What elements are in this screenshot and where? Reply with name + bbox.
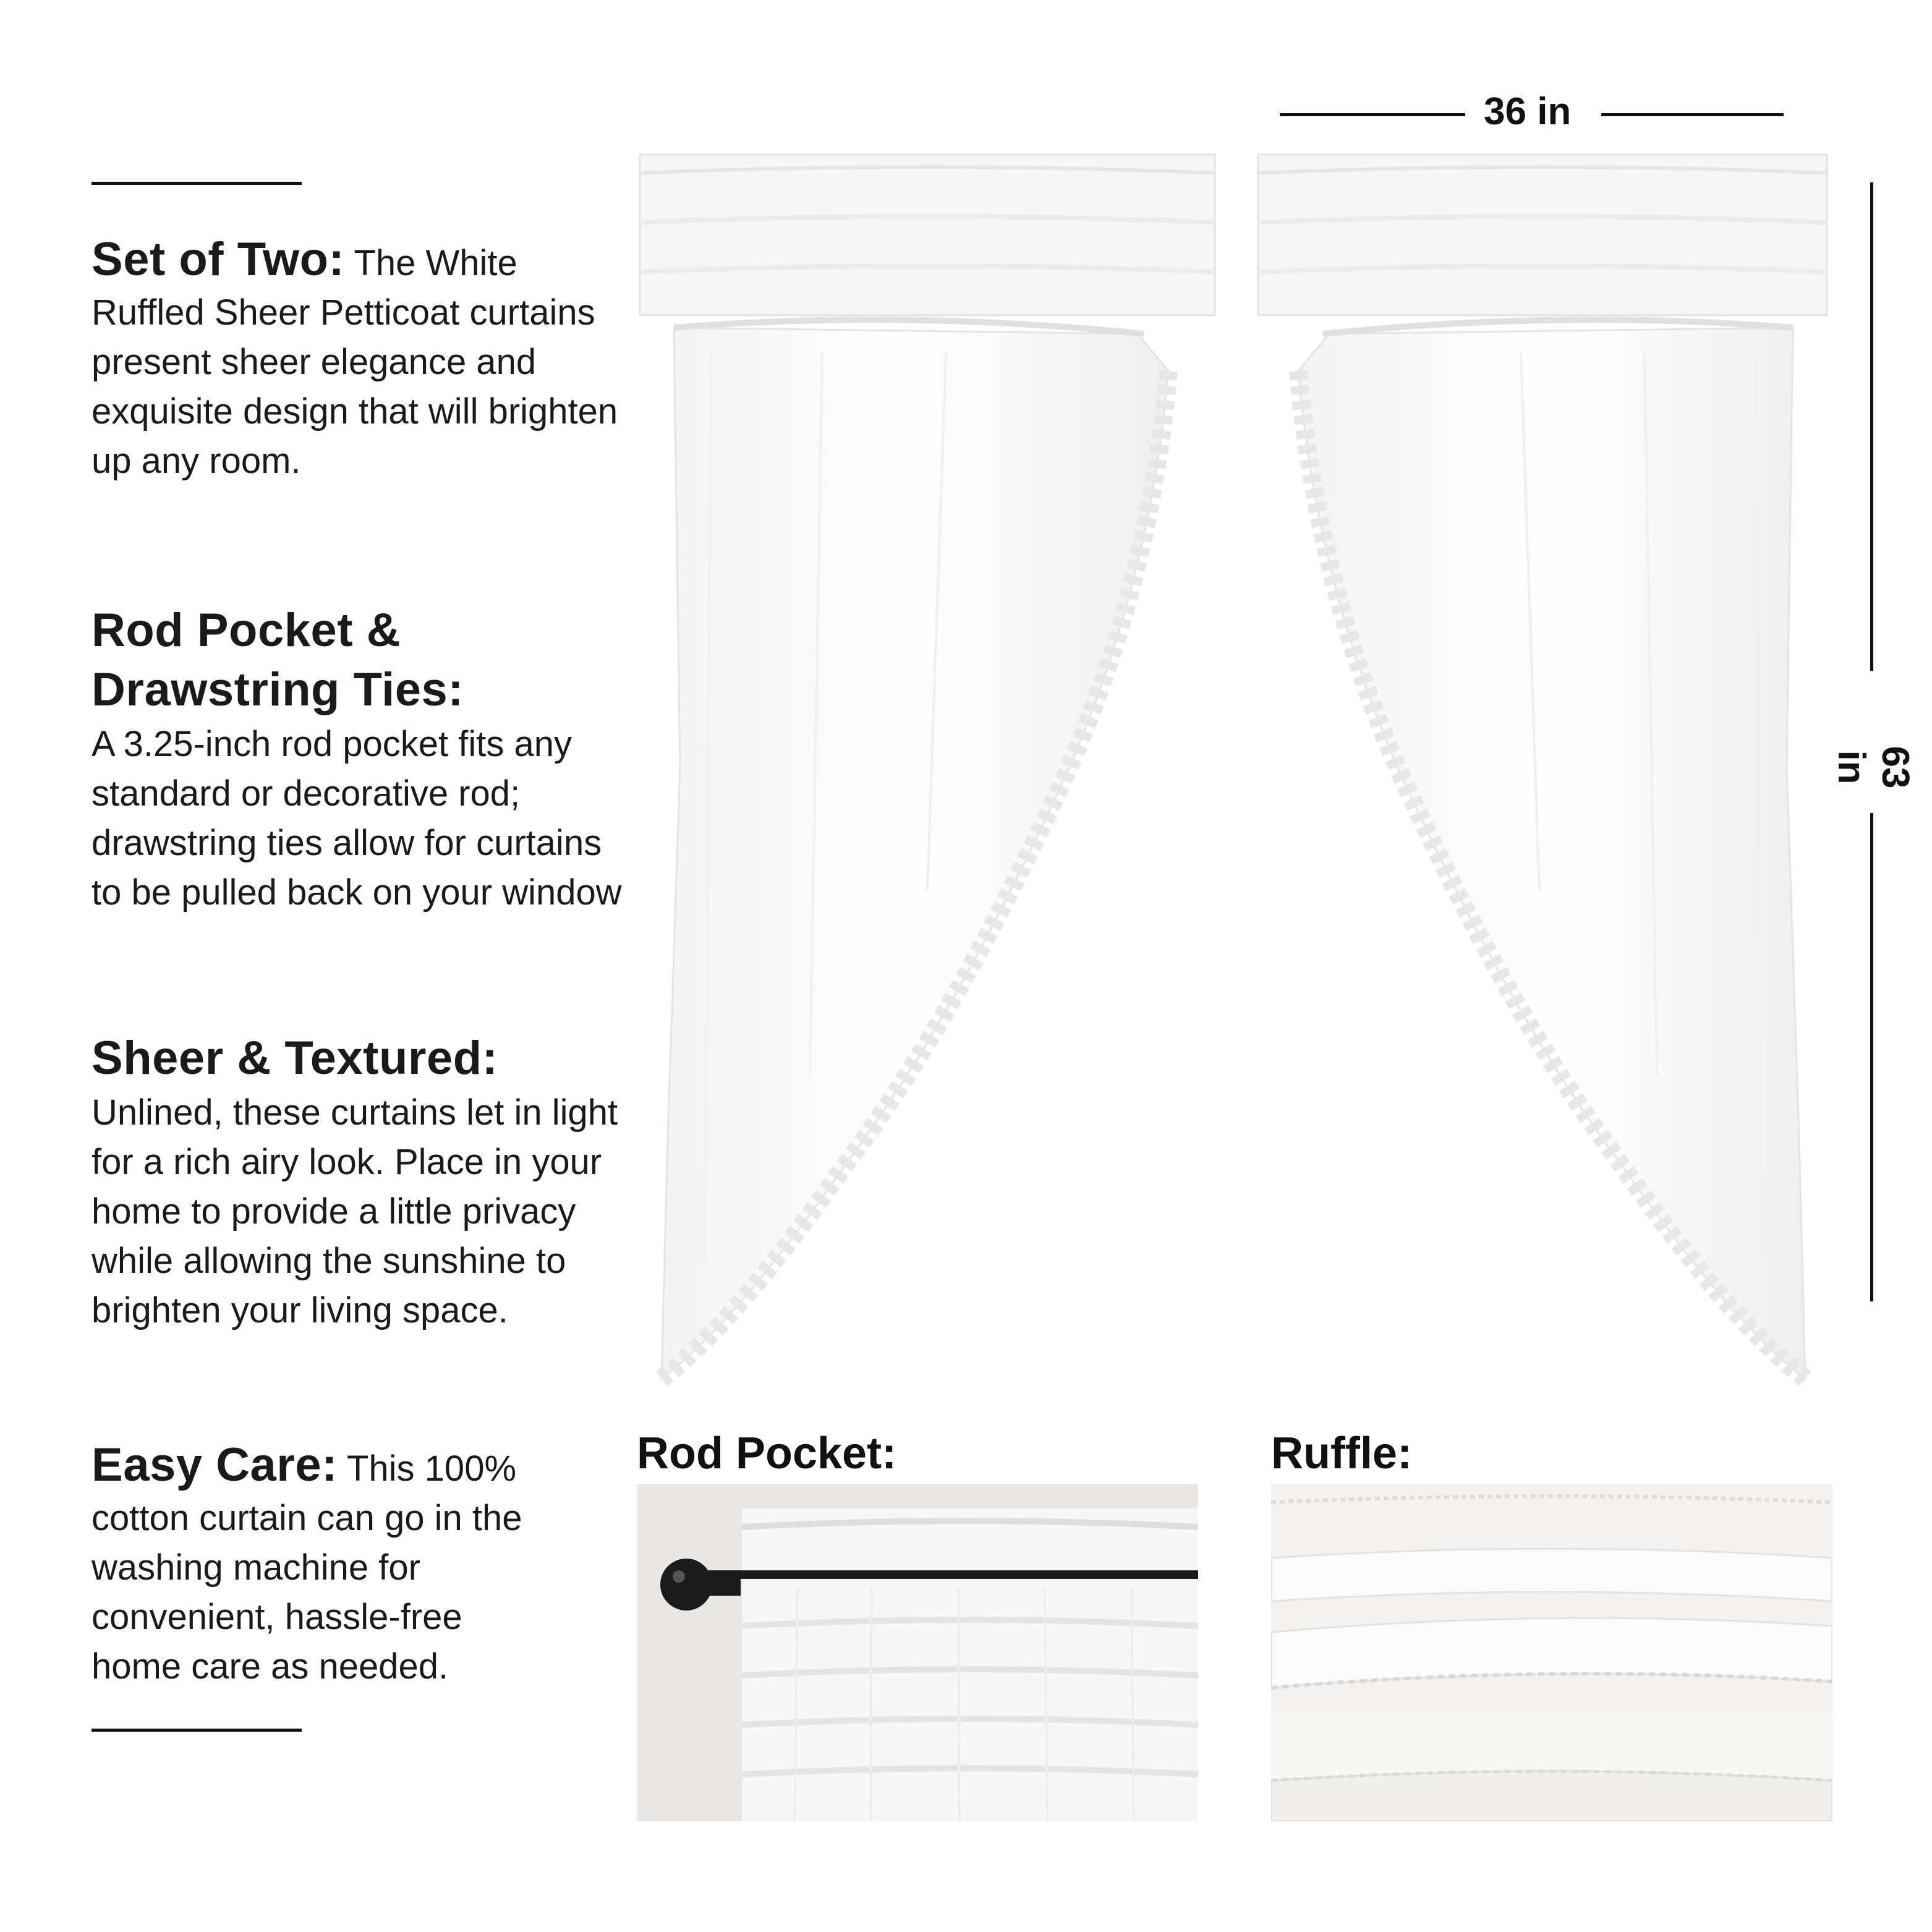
curtain-rod (680, 1570, 1198, 1579)
feature-easy-care (91, 1440, 561, 1692)
width-dimension-line-right (1601, 113, 1784, 116)
feature-title: Easy Care: (91, 1439, 338, 1491)
top-divider (91, 182, 302, 185)
right-curtain-panel (1258, 155, 1827, 1379)
feature-sheer-textured (91, 1029, 648, 1335)
bottom-divider (91, 1729, 302, 1732)
feature-title: Rod Pocket & Drawstring Ties: (91, 604, 464, 716)
curtain-pair-image (637, 148, 1830, 1403)
feature-body: The White Ruffled Sheer Petticoat curtains present sheer elegance and exquisite design that will brighten up any room. (91, 243, 618, 481)
height-dimension-line-top (1870, 182, 1873, 671)
width-dimension-label: 36 in (1484, 90, 1572, 133)
width-dimension-line-left (1280, 113, 1465, 116)
ruffle-title: Ruffle: (1271, 1429, 1412, 1478)
feature-set-of-two (91, 235, 623, 486)
feature-body: This 100% cotton curtain can go in the washing machine for convenient, hassle-free home care as needed. (91, 1449, 522, 1687)
feature-rod-pocket (91, 601, 636, 917)
height-dimension-label: 63 in (1830, 746, 1917, 789)
feature-body: A 3.25-inch rod pocket fits any standard or decorative rod; drawstring ties allow for curtains to be pulled back on your window (91, 724, 622, 913)
ruffle-detail-photo (1271, 1484, 1832, 1821)
feature-title: Sheer & Textured: (91, 1032, 498, 1084)
feature-title: Set of Two: (91, 233, 345, 286)
height-dimension-line-bottom (1870, 813, 1873, 1301)
rod-pocket-detail-photo (637, 1484, 1198, 1821)
rod-finial (660, 1559, 712, 1611)
left-curtain-panel (640, 155, 1215, 1379)
feature-body: Unlined, these curtains let in light for a rich airy look. Place in your home to provide a little privacy while allowing the sunshine to brighten your living space. (91, 1092, 618, 1330)
rod-pocket-title: Rod Pocket: (637, 1429, 897, 1478)
